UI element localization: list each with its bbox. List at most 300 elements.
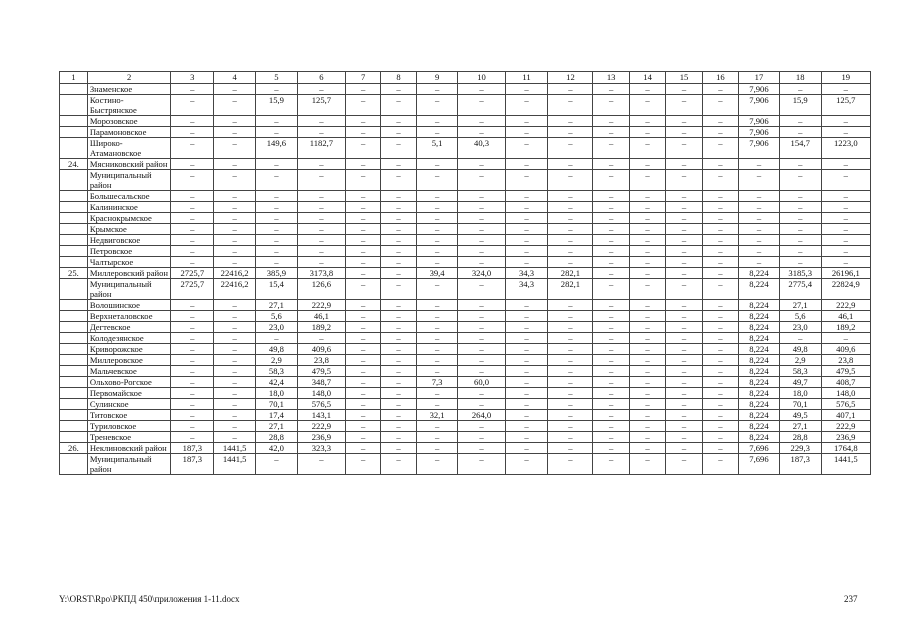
table-cell: – <box>702 138 738 159</box>
table-cell: – <box>505 257 548 268</box>
column-header: 7 <box>346 72 381 84</box>
row-name: Костино-Быстрянское <box>87 95 171 116</box>
table-cell: – <box>346 300 381 311</box>
table-cell: 7,906 <box>739 84 780 95</box>
table-row <box>60 170 871 191</box>
row-name: Краснокрымское <box>87 213 171 224</box>
table-cell: – <box>548 95 593 116</box>
table-cell: – <box>381 344 416 355</box>
table-cell: 189,2 <box>821 322 870 333</box>
row-number <box>60 366 88 377</box>
table-cell: – <box>593 279 629 300</box>
table-cell: – <box>458 355 505 366</box>
table-cell: – <box>629 355 665 366</box>
table-cell: 8,224 <box>739 421 780 432</box>
table-cell: 28,8 <box>256 432 298 443</box>
row-number <box>60 399 88 410</box>
table-cell: – <box>416 224 458 235</box>
table-cell: – <box>214 300 256 311</box>
table-row <box>60 311 871 322</box>
column-header: 14 <box>629 72 665 84</box>
table-cell: – <box>416 95 458 116</box>
table-cell: – <box>593 257 629 268</box>
table-cell: – <box>458 84 505 95</box>
table-cell: – <box>821 333 870 344</box>
table-cell: – <box>629 311 665 322</box>
table-cell: – <box>593 268 629 279</box>
table-row <box>60 344 871 355</box>
table-cell: 2725,7 <box>171 268 214 279</box>
table-cell: – <box>297 333 345 344</box>
row-number: 25. <box>60 268 88 279</box>
table-cell: – <box>381 399 416 410</box>
table-cell: 324,0 <box>458 268 505 279</box>
table-cell: 49,5 <box>779 410 821 421</box>
row-number <box>60 138 88 159</box>
table-cell: – <box>214 191 256 202</box>
column-header: 2 <box>87 72 171 84</box>
table-cell: – <box>548 300 593 311</box>
table-row <box>60 377 871 388</box>
table-cell: 282,1 <box>548 268 593 279</box>
table-cell: 409,6 <box>821 344 870 355</box>
row-number <box>60 344 88 355</box>
row-name: Мальчевское <box>87 366 171 377</box>
table-cell: – <box>821 191 870 202</box>
table-cell: – <box>548 84 593 95</box>
row-name: Большесальское <box>87 191 171 202</box>
table-cell: 222,9 <box>297 300 345 311</box>
table-cell: 18,0 <box>256 388 298 399</box>
table-cell: – <box>593 388 629 399</box>
table-cell: – <box>821 235 870 246</box>
row-name: Чалтырское <box>87 257 171 268</box>
table-cell: 42,0 <box>256 443 298 454</box>
table-cell: – <box>593 202 629 213</box>
table-cell: – <box>297 246 345 257</box>
row-name: Морозовское <box>87 116 171 127</box>
table-cell: – <box>666 116 702 127</box>
row-number <box>60 246 88 257</box>
table-cell: 479,5 <box>297 366 345 377</box>
table-cell: – <box>666 159 702 170</box>
table-cell: – <box>381 127 416 138</box>
table-cell: – <box>256 127 298 138</box>
table-cell: – <box>214 410 256 421</box>
table-cell: – <box>779 159 821 170</box>
table-cell: – <box>346 279 381 300</box>
table-cell: – <box>629 279 665 300</box>
table-cell: – <box>548 333 593 344</box>
table-cell: – <box>381 311 416 322</box>
table-cell: – <box>381 366 416 377</box>
row-name: Треневское <box>87 432 171 443</box>
table-cell: – <box>505 95 548 116</box>
table-cell: 126,6 <box>297 279 345 300</box>
column-header: 11 <box>505 72 548 84</box>
table-cell: – <box>505 224 548 235</box>
table-cell: – <box>458 279 505 300</box>
table-cell: 143,1 <box>297 410 345 421</box>
table-cell: – <box>666 333 702 344</box>
table-cell: – <box>346 432 381 443</box>
column-header: 5 <box>256 72 298 84</box>
table-row <box>60 268 871 279</box>
table-cell: – <box>171 344 214 355</box>
table-cell: – <box>702 399 738 410</box>
table-cell: – <box>416 116 458 127</box>
table-cell: – <box>666 191 702 202</box>
table-cell: – <box>666 246 702 257</box>
table-cell: – <box>381 202 416 213</box>
table-cell: 8,224 <box>739 388 780 399</box>
data-table <box>59 71 871 475</box>
table-cell: 8,224 <box>739 432 780 443</box>
table-cell: 1441,5 <box>214 454 256 475</box>
table-cell: – <box>171 191 214 202</box>
table-cell: – <box>666 355 702 366</box>
table-cell: – <box>416 454 458 475</box>
table-cell: – <box>548 138 593 159</box>
table-cell: – <box>297 191 345 202</box>
table-cell: 5,6 <box>256 311 298 322</box>
table-cell: – <box>256 170 298 191</box>
table-cell: – <box>666 366 702 377</box>
table-cell: – <box>505 421 548 432</box>
table-cell: – <box>702 421 738 432</box>
table-cell: – <box>739 246 780 257</box>
row-name: Сулинское <box>87 399 171 410</box>
row-number <box>60 224 88 235</box>
table-cell: – <box>593 224 629 235</box>
column-header: 8 <box>381 72 416 84</box>
table-cell: – <box>702 257 738 268</box>
table-cell: 125,7 <box>297 95 345 116</box>
table-cell: – <box>548 246 593 257</box>
table-cell: – <box>666 388 702 399</box>
table-cell: – <box>214 421 256 432</box>
table-cell: – <box>214 224 256 235</box>
table-cell: – <box>256 116 298 127</box>
table-cell: – <box>702 443 738 454</box>
table-cell: 187,3 <box>171 443 214 454</box>
table-cell: – <box>256 202 298 213</box>
table-cell: 154,7 <box>779 138 821 159</box>
table-cell: – <box>779 333 821 344</box>
row-name: Верхнеталовское <box>87 311 171 322</box>
column-header: 16 <box>702 72 738 84</box>
table-cell: 39,4 <box>416 268 458 279</box>
table-cell: – <box>629 116 665 127</box>
table-cell: – <box>593 127 629 138</box>
table-row <box>60 355 871 366</box>
row-name: Знаменское <box>87 84 171 95</box>
row-number <box>60 421 88 432</box>
table-cell: – <box>505 322 548 333</box>
table-cell: – <box>381 279 416 300</box>
table-cell: – <box>381 300 416 311</box>
row-name: Неклиновский район <box>87 443 171 454</box>
table-row <box>60 432 871 443</box>
table-cell: – <box>171 432 214 443</box>
table-cell: – <box>381 84 416 95</box>
table-cell: 40,3 <box>458 138 505 159</box>
table-cell: – <box>548 213 593 224</box>
table-cell: – <box>381 421 416 432</box>
table-cell: – <box>666 84 702 95</box>
table-cell: – <box>458 170 505 191</box>
column-header: 13 <box>593 72 629 84</box>
table-cell: – <box>505 127 548 138</box>
table-cell: – <box>381 268 416 279</box>
table-cell: – <box>346 311 381 322</box>
table-cell: 409,6 <box>297 344 345 355</box>
table-cell: – <box>381 170 416 191</box>
table-cell: – <box>505 246 548 257</box>
table-cell: – <box>505 138 548 159</box>
table-cell: – <box>666 432 702 443</box>
table-cell: 125,7 <box>821 95 870 116</box>
table-cell: 27,1 <box>779 421 821 432</box>
table-cell: – <box>256 84 298 95</box>
table-cell: 5,6 <box>779 311 821 322</box>
table-cell: – <box>214 377 256 388</box>
table-cell: 8,224 <box>739 399 780 410</box>
table-cell: – <box>779 191 821 202</box>
table-cell: – <box>416 432 458 443</box>
table-cell: – <box>548 344 593 355</box>
row-number <box>60 235 88 246</box>
table-cell: 27,1 <box>256 421 298 432</box>
table-cell: – <box>214 213 256 224</box>
table-cell: – <box>702 170 738 191</box>
table-cell: – <box>256 159 298 170</box>
row-name: Парамоновское <box>87 127 171 138</box>
row-number <box>60 213 88 224</box>
table-cell: – <box>381 333 416 344</box>
table-cell: – <box>666 410 702 421</box>
table-cell: – <box>666 235 702 246</box>
row-number <box>60 202 88 213</box>
table-cell: – <box>629 322 665 333</box>
table-cell: – <box>416 399 458 410</box>
table-row <box>60 322 871 333</box>
table-cell: – <box>666 127 702 138</box>
table-cell: – <box>702 355 738 366</box>
table-cell: 32,1 <box>416 410 458 421</box>
table-cell: – <box>346 344 381 355</box>
table-cell: – <box>416 84 458 95</box>
table-cell: – <box>256 213 298 224</box>
table-cell: 27,1 <box>779 300 821 311</box>
table-cell: – <box>214 159 256 170</box>
row-name: Петровское <box>87 246 171 257</box>
table-cell: – <box>593 399 629 410</box>
table-cell: 407,1 <box>821 410 870 421</box>
table-cell: – <box>505 191 548 202</box>
table-cell: 8,224 <box>739 355 780 366</box>
table-cell: 8,224 <box>739 366 780 377</box>
table-cell: – <box>171 366 214 377</box>
table-cell: 60,0 <box>458 377 505 388</box>
table-cell: 385,9 <box>256 268 298 279</box>
table-cell: – <box>346 355 381 366</box>
table-cell: 348,7 <box>297 377 345 388</box>
table-cell: – <box>548 191 593 202</box>
table-cell: – <box>416 246 458 257</box>
column-header: 19 <box>821 72 870 84</box>
table-row <box>60 95 871 116</box>
table-cell: – <box>458 344 505 355</box>
table-cell: – <box>416 366 458 377</box>
table-cell: – <box>214 344 256 355</box>
table-cell: – <box>171 388 214 399</box>
table-cell: – <box>214 399 256 410</box>
table-cell: – <box>702 191 738 202</box>
table-cell: – <box>171 138 214 159</box>
table-cell: – <box>214 235 256 246</box>
table-cell: – <box>171 257 214 268</box>
table-cell: – <box>593 333 629 344</box>
table-cell: – <box>505 170 548 191</box>
table-cell: – <box>346 159 381 170</box>
table-cell: 5,1 <box>416 138 458 159</box>
table-cell: – <box>416 213 458 224</box>
table-cell: – <box>505 399 548 410</box>
table-cell: – <box>346 257 381 268</box>
table-cell: 3173,8 <box>297 268 345 279</box>
table-cell: – <box>256 235 298 246</box>
table-cell: 282,1 <box>548 279 593 300</box>
table-cell: – <box>629 443 665 454</box>
table-cell: – <box>821 84 870 95</box>
table-cell: – <box>416 159 458 170</box>
table-cell: – <box>666 138 702 159</box>
column-header: 17 <box>739 72 780 84</box>
table-cell: – <box>381 377 416 388</box>
table-cell: – <box>458 116 505 127</box>
file-path: Y:\ORST\Rpo\РКПД 450\приложения 1-11.docx <box>59 594 240 604</box>
table-cell: – <box>214 432 256 443</box>
table-cell: – <box>458 399 505 410</box>
table-cell: – <box>548 432 593 443</box>
table-cell: – <box>702 410 738 421</box>
table-cell: – <box>629 432 665 443</box>
table-cell: – <box>666 322 702 333</box>
table-row <box>60 333 871 344</box>
table-cell: – <box>779 127 821 138</box>
table-cell: – <box>821 246 870 257</box>
table-cell: 2,9 <box>779 355 821 366</box>
table-cell: – <box>171 84 214 95</box>
table-cell: 236,9 <box>821 432 870 443</box>
table-cell: – <box>256 257 298 268</box>
table-cell: – <box>702 377 738 388</box>
table-cell: 3185,3 <box>779 268 821 279</box>
table-cell: – <box>297 84 345 95</box>
header-row <box>60 72 871 84</box>
table-cell: – <box>297 213 345 224</box>
table-cell: – <box>214 84 256 95</box>
table-cell: 7,906 <box>739 138 780 159</box>
table-cell: – <box>666 213 702 224</box>
table-cell: – <box>214 246 256 257</box>
table-cell: – <box>629 377 665 388</box>
table-cell: – <box>779 202 821 213</box>
table-cell: 15,9 <box>779 95 821 116</box>
table-cell: 8,224 <box>739 344 780 355</box>
table-cell: 58,3 <box>256 366 298 377</box>
table-cell: 1223,0 <box>821 138 870 159</box>
table-cell: – <box>346 127 381 138</box>
table-cell: – <box>214 355 256 366</box>
table-cell: – <box>629 138 665 159</box>
table-cell: – <box>702 333 738 344</box>
table-cell: – <box>458 246 505 257</box>
row-number <box>60 333 88 344</box>
table-cell: – <box>702 235 738 246</box>
table-cell: – <box>416 443 458 454</box>
table-cell: 148,0 <box>297 388 345 399</box>
table-cell: – <box>256 333 298 344</box>
table-cell: – <box>214 366 256 377</box>
table-cell: – <box>629 159 665 170</box>
table-cell: – <box>171 246 214 257</box>
table-cell: 49,8 <box>779 344 821 355</box>
table-cell: – <box>666 279 702 300</box>
table-cell: – <box>297 116 345 127</box>
table-cell: 22824,9 <box>821 279 870 300</box>
row-name: Волошинское <box>87 300 171 311</box>
table-cell: 187,3 <box>779 454 821 475</box>
table-cell: – <box>346 333 381 344</box>
table-cell: – <box>171 410 214 421</box>
table-cell: 23,0 <box>256 322 298 333</box>
table-cell: – <box>702 344 738 355</box>
table-cell: – <box>702 268 738 279</box>
table-cell: – <box>416 202 458 213</box>
table-cell: – <box>171 311 214 322</box>
table-cell: – <box>416 311 458 322</box>
table-cell: – <box>593 344 629 355</box>
table-cell: – <box>381 257 416 268</box>
table-cell: – <box>346 246 381 257</box>
table-cell: – <box>458 224 505 235</box>
table-row <box>60 279 871 300</box>
table-cell: – <box>416 191 458 202</box>
row-name: Муниципальный район <box>87 170 171 191</box>
table-cell: – <box>214 170 256 191</box>
table-cell: – <box>256 246 298 257</box>
row-number <box>60 322 88 333</box>
table-cell: – <box>629 366 665 377</box>
table-cell: – <box>821 170 870 191</box>
column-header: 6 <box>297 72 345 84</box>
table-cell: – <box>593 138 629 159</box>
table-cell: – <box>214 322 256 333</box>
table-cell: – <box>629 170 665 191</box>
table-cell: – <box>821 224 870 235</box>
table-cell: – <box>666 300 702 311</box>
table-cell: – <box>381 159 416 170</box>
table-cell: – <box>346 410 381 421</box>
table-cell: – <box>629 191 665 202</box>
table-cell: – <box>629 95 665 116</box>
table-cell: – <box>593 191 629 202</box>
table-cell: 1441,5 <box>821 454 870 475</box>
table-cell: – <box>381 138 416 159</box>
column-header: 9 <box>416 72 458 84</box>
